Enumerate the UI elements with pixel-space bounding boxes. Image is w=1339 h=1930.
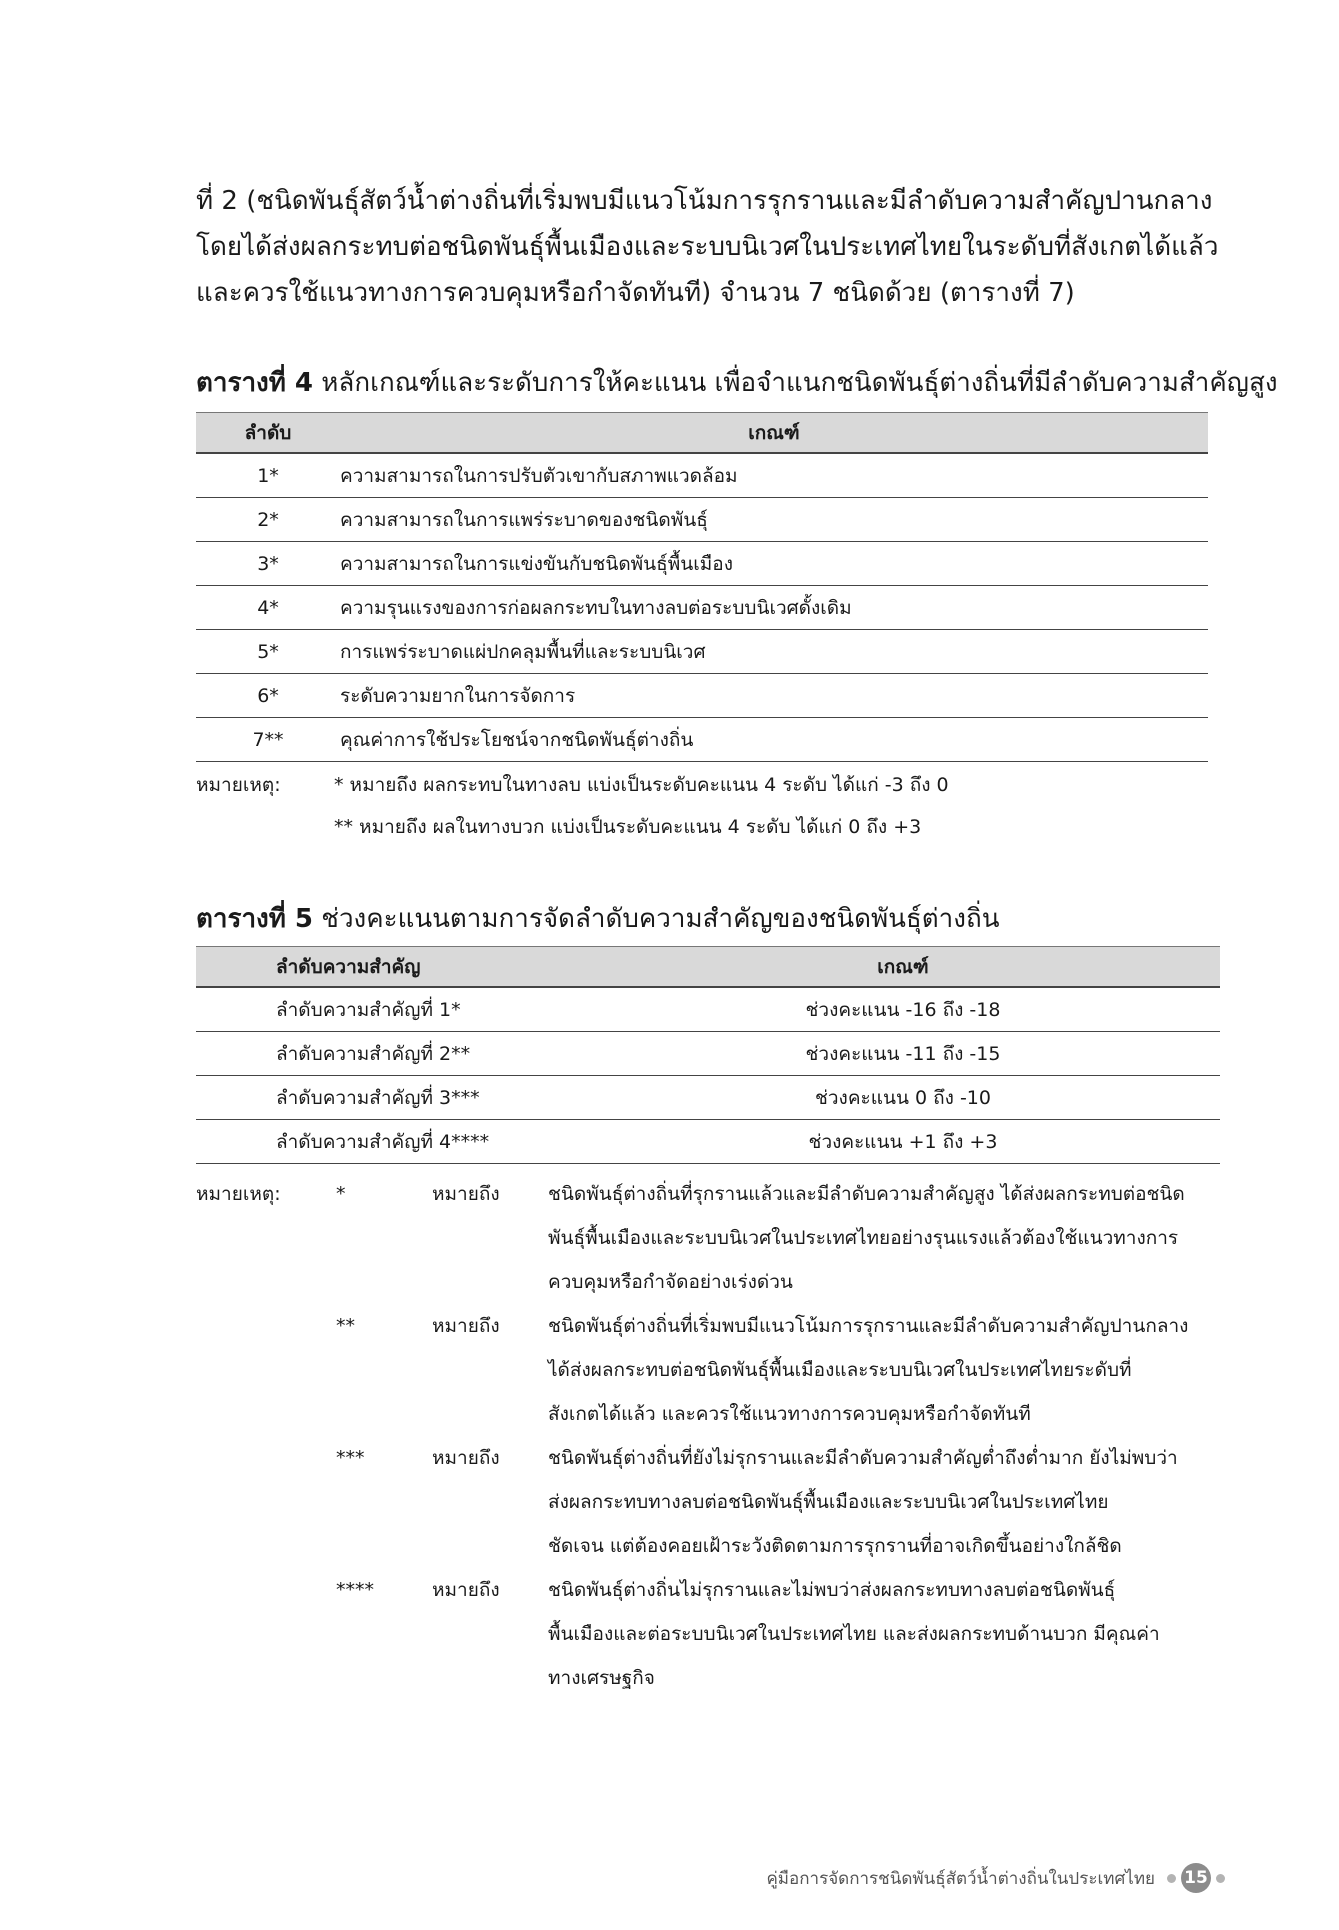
table5-priority-cell: ลำดับความสำคัญที่ 3*** [196,1076,586,1120]
legend-means: หมายถึง [432,1447,500,1469]
footer-title: คู่มือการจัดการชนิดพันธุ์สัตว์น้ำต่างถิ่นในประเทศไทย [766,1868,1155,1889]
table5-header-criteria: เกณฑ์ [586,947,1220,988]
legend-description [548,1304,1236,1436]
table4-header-rank: ลำดับ [196,413,340,454]
table-row [196,453,1208,498]
table5-range-cell: ช่วงคะแนน -16 ถึง -18 [586,987,1220,1032]
intro-line: และควรใช้แนวทางการควบคุมหรือกำจัดทันที) จำนวน 7 ชนิดด้วย (ตารางที่ 7) [196,278,1075,308]
table4-criteria-cell: ความสามารถในการปรับตัวเขากับสภาพแวดล้อม [340,453,1208,498]
legend-description [548,1568,1236,1700]
table4-criteria-cell: ความสามารถในการแข่งขันกับชนิดพันธุ์พื้นเมือง [340,542,1208,586]
table5-range-cell: ช่วงคะแนน 0 ถึง -10 [586,1076,1220,1120]
legend-symbol: * [336,1183,346,1205]
legend-line: ชัดเจน แต่ต้องคอยเฝ้าระวังติดตามการรุกรานที่อาจเกิดขึ้นอย่างใกล้ชิด [548,1535,1122,1557]
intro-line: ที่ 2 (ชนิดพันธุ์สัตว์น้ำต่างถิ่นที่เริ่มพบมีแนวโน้มการรุกรานและมีลำดับความสำคัญปานกลาง [196,186,1213,216]
table5-caption-text: ช่วงคะแนนตามการจัดลำดับความสำคัญของชนิดพันธุ์ต่างถิ่น [321,904,1000,934]
legend-description [548,1436,1236,1568]
table4-rank-cell: 7** [196,718,340,762]
table5-range-cell: ช่วงคะแนน +1 ถึง +3 [586,1120,1220,1164]
table5-priority-cell: ลำดับความสำคัญที่ 2** [196,1032,586,1076]
table4-criteria-cell: คุณค่าการใช้ประโยชน์จากชนิดพันธุ์ต่างถิ่น [340,718,1208,762]
legend-symbol: **** [336,1579,374,1601]
page-footer [740,1861,1230,1895]
table5-note-label: หมายเหตุ: [196,1183,281,1205]
legend-line: สังเกตได้แล้ว และควรใช้แนวทางการควบคุมหรือกำจัดทันที [548,1403,1031,1425]
table4-criteria-cell: ความสามารถในการแพร่ระบาดของชนิดพันธุ์ [340,498,1208,542]
table-row [196,542,1208,586]
table5-priority-cell: ลำดับความสำคัญที่ 1* [196,987,586,1032]
table4-caption-text: หลักเกณฑ์และระดับการให้คะแนน เพื่อจำแนกชนิดพันธุ์ต่างถิ่นที่มีลำดับความสำคัญสูง [321,368,1278,398]
table-row [196,718,1208,762]
legend-line: ทางเศรษฐกิจ [548,1667,655,1689]
legend-means: หมายถึง [432,1315,500,1337]
table5-caption [196,898,999,939]
table5-header-priority: ลำดับความสำคัญ [196,947,586,988]
legend-line: ควบคุมหรือกำจัดอย่างเร่งด่วน [548,1271,793,1293]
table-row [196,1032,1220,1076]
table4-rank-cell: 5* [196,630,340,674]
table-row [196,586,1208,630]
table4-caption-label: ตารางที่ 4 [196,368,314,398]
table-row [196,498,1208,542]
legend-means: หมายถึง [432,1183,500,1205]
table4-criteria-cell: การแพร่ระบาดแผ่ปกคลุมพื้นที่และระบบนิเวศ [340,630,1208,674]
legend-symbol: ** [336,1315,355,1337]
legend-item [196,1172,1236,1304]
legend-line: ได้ส่งผลกระทบต่อชนิดพันธุ์พื้นเมืองและระบบนิเวศในประเทศไทยระดับที่ [548,1359,1132,1381]
legend-line: ชนิดพันธุ์ต่างถิ่นที่รุกรานแล้วและมีลำดับความสำคัญสูง ได้ส่งผลกระทบต่อชนิด [548,1183,1185,1205]
legend-line: ส่งผลกระทบทางลบต่อชนิดพันธุ์พื้นเมืองและระบบนิเวศในประเทศไทย [548,1491,1109,1513]
table4-rank-cell: 3* [196,542,340,586]
legend-item [196,1568,1236,1700]
table5-legend [196,1172,1236,1700]
table-row [196,674,1208,718]
table4-rank-cell: 1* [196,453,340,498]
legend-line: พันธุ์พื้นเมืองและระบบนิเวศในประเทศไทยอย่างรุนแรงแล้วต้องใช้แนวทางการ [548,1227,1179,1249]
footer-dot-icon [1216,1874,1225,1883]
intro-line: โดยได้ส่งผลกระทบต่อชนิดพันธุ์พื้นเมืองและระบบนิเวศในประเทศไทยในระดับที่สังเกตได้แล้ว [196,232,1219,262]
table-row [196,1120,1220,1164]
legend-item [196,1304,1236,1436]
table4-rank-cell: 4* [196,586,340,630]
legend-line: พื้นเมืองและต่อระบบนิเวศในประเทศไทย และส่งผลกระทบด้านบวก มีคุณค่า [548,1623,1160,1645]
table4 [196,412,1208,762]
table4-note: * หมายถึง ผลกระทบในทางลบ แบ่งเป็นระดับคะแนน 4 ระดับ ได้แก่ -3 ถึง 0 [334,774,949,796]
legend-means: หมายถึง [432,1579,500,1601]
table4-rank-cell: 6* [196,674,340,718]
table5-caption-label: ตารางที่ 5 [196,904,314,934]
table4-note: ** หมายถึง ผลในทางบวก แบ่งเป็นระดับคะแนน 4 ระดับ ได้แก่ 0 ถึง +3 [334,816,922,838]
table5 [196,946,1220,1164]
intro-paragraph [196,178,1236,316]
legend-line: ชนิดพันธุ์ต่างถิ่นที่ยังไม่รุกรานและมีลำดับความสำคัญต่ำถึงต่ำมาก ยังไม่พบว่า [548,1447,1178,1469]
legend-line: ชนิดพันธุ์ต่างถิ่นไม่รุกรานและไม่พบว่าส่งผลกระทบทางลบต่อชนิดพันธุ์ [548,1579,1116,1601]
legend-description [548,1172,1236,1304]
legend-item [196,1436,1236,1568]
table4-header-row [196,413,1208,454]
table4-rank-cell: 2* [196,498,340,542]
page-number: 15 [1181,1863,1211,1893]
table-row [196,987,1220,1032]
legend-symbol: *** [336,1447,365,1469]
table5-priority-cell: ลำดับความสำคัญที่ 4**** [196,1120,586,1164]
table5-range-cell: ช่วงคะแนน -11 ถึง -15 [586,1032,1220,1076]
table-row [196,630,1208,674]
table5-header-row [196,947,1220,988]
footer-dot-icon [1167,1874,1176,1883]
legend-line: ชนิดพันธุ์ต่างถิ่นที่เริ่มพบมีแนวโน้มการรุกรานและมีลำดับความสำคัญปานกลาง [548,1315,1189,1337]
table4-criteria-cell: ระดับความยากในการจัดการ [340,674,1208,718]
table4-criteria-cell: ความรุนแรงของการก่อผลกระทบในทางลบต่อระบบนิเวศดั้งเดิม [340,586,1208,630]
table-row [196,1076,1220,1120]
table4-note-label: หมายเหตุ: [196,774,281,796]
table4-caption [196,362,1278,403]
table4-header-criteria: เกณฑ์ [340,413,1208,454]
